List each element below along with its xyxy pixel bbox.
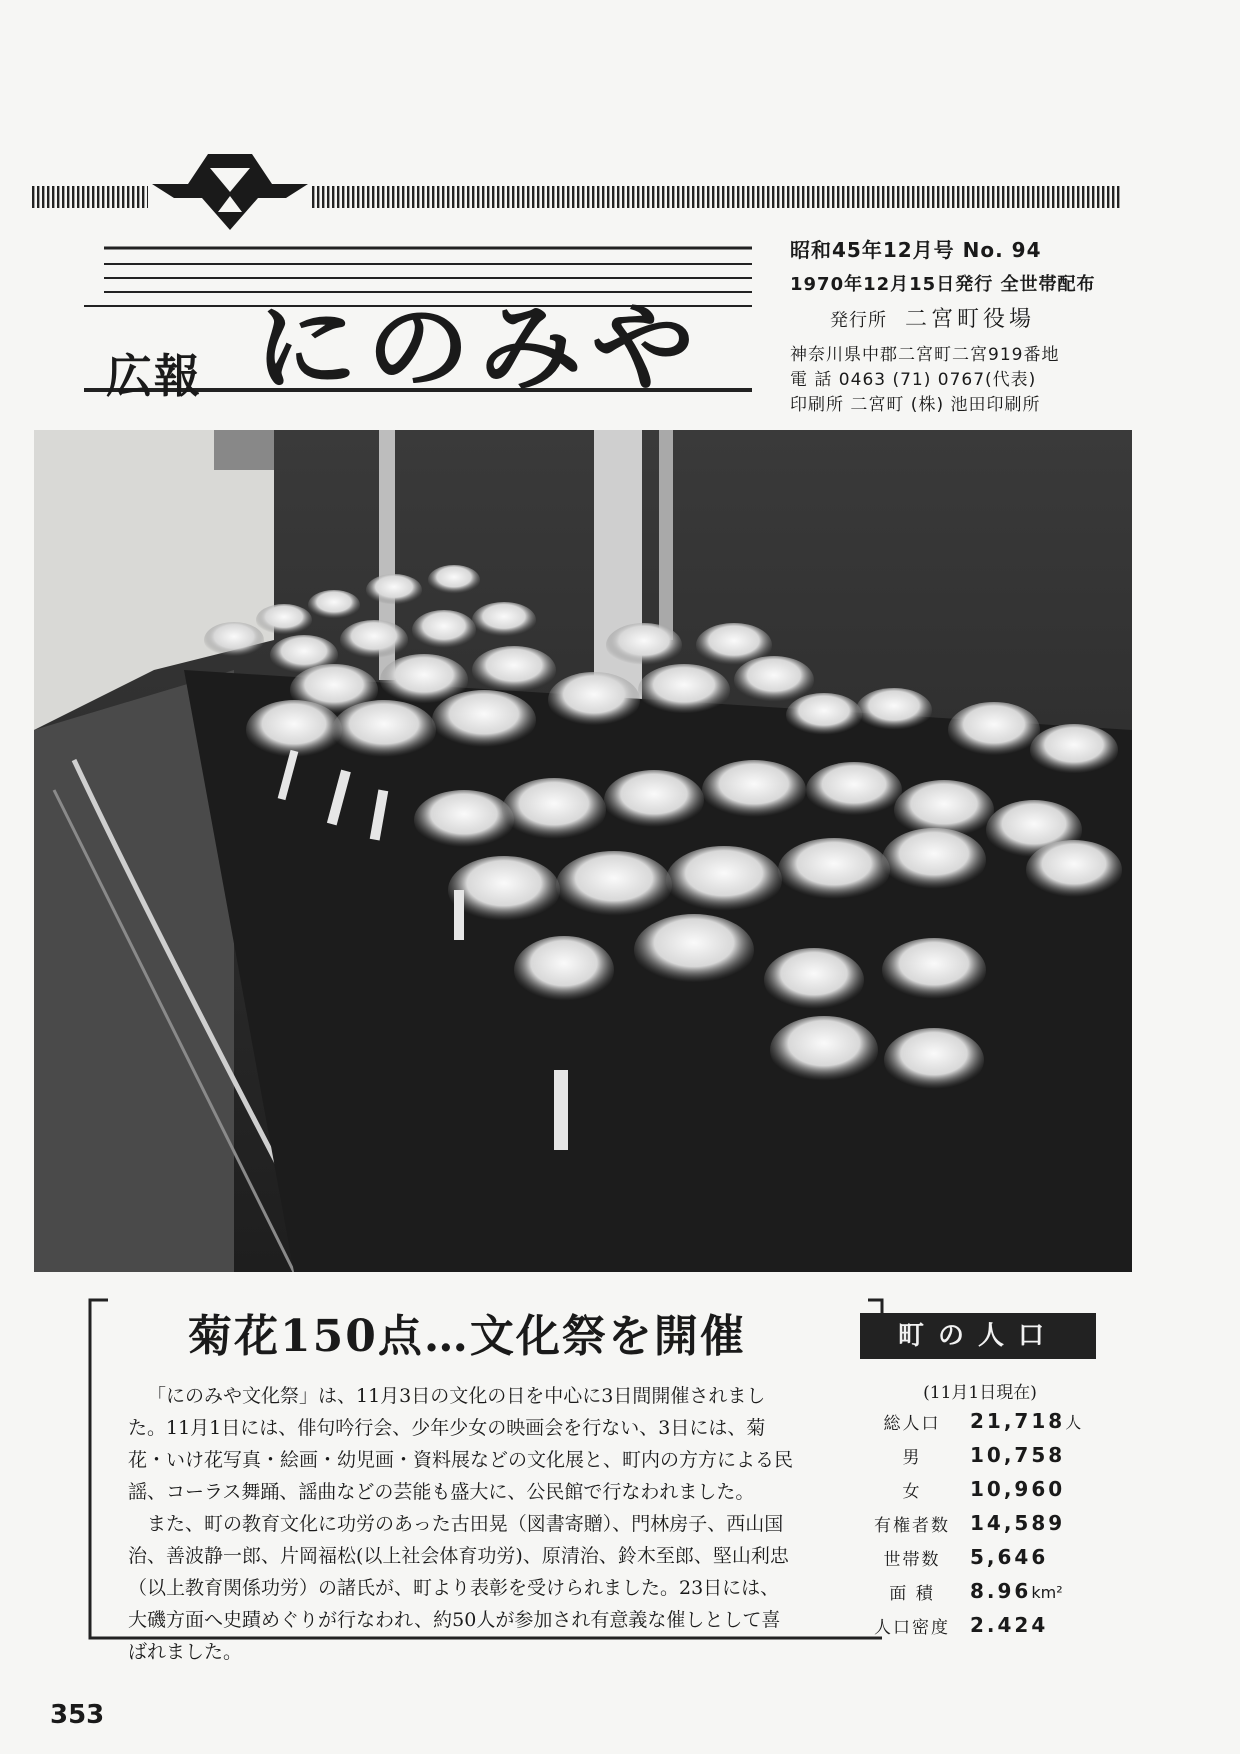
town-emblem-icon — [148, 134, 312, 244]
population-label: 総人口 — [883, 1413, 941, 1434]
population-value: 14,589 — [970, 1511, 1066, 1535]
population-as-of: (11月1日現在) — [923, 1383, 1037, 1403]
article-body — [128, 1380, 798, 1668]
article-paragraph: また、町の教育文化に功労のあった古田晃（図書寄贈）、門林房子、西山国治、善波静一郎、片岡福松(以上社会体育功労)、原清治、鈴木至郎、堅山利忠（以上教育関係功労）の諸氏が、町より表彰を受けられました。23日には、大磯方面へ史蹟めぐりが行なわれ、約50人が参加され有意義な催しとして喜ばれました。 — [128, 1513, 789, 1663]
chrysanthemum-photo — [34, 430, 1132, 1272]
population-row — [862, 1506, 1120, 1540]
population-value: 2.424 — [970, 1613, 1049, 1637]
address: 神奈川県中郡二宮町二宮919番地 — [790, 345, 1060, 365]
population-label: 人口密度 — [874, 1617, 950, 1638]
population-row — [862, 1608, 1120, 1642]
population-value: 5,646 — [970, 1545, 1049, 1569]
population-label: 女 — [902, 1481, 922, 1502]
article-title: 菊花150点…文化祭を開催 — [188, 1311, 746, 1362]
population-row — [862, 1574, 1120, 1608]
page-number: 353 — [50, 1700, 105, 1730]
publisher-name: 二宮町役場 — [905, 307, 1036, 332]
population-table — [862, 1404, 1120, 1642]
population-header: 町の人口 — [860, 1313, 1096, 1359]
population-row — [862, 1438, 1120, 1472]
population-value: 21,718人 — [970, 1409, 1082, 1433]
masthead-prefix: 広報 — [106, 349, 202, 403]
publisher-label: 発行所 — [830, 310, 887, 331]
population-value: 8.96km² — [970, 1579, 1063, 1603]
issue-number: 昭和45年12月号 No. 94 — [790, 238, 1042, 262]
population-row — [862, 1404, 1120, 1438]
issue-info — [790, 234, 1140, 415]
printer: 印刷所 二宮町 (株) 池田印刷所 — [790, 395, 1041, 415]
population-row — [862, 1540, 1120, 1574]
masthead-title: にのみや — [254, 291, 704, 404]
phone: 電 話 0463 (71) 0767(代表) — [790, 370, 1037, 390]
population-label: 世帯数 — [883, 1549, 941, 1570]
population-label: 男 — [902, 1447, 922, 1468]
publisher — [790, 302, 1140, 340]
population-row — [862, 1472, 1120, 1506]
masthead — [84, 244, 752, 404]
population-value: 10,960 — [970, 1477, 1066, 1501]
population-label: 有権者数 — [874, 1515, 950, 1536]
population-value: 10,758 — [970, 1443, 1066, 1467]
issue-date: 1970年12月15日発行 全世帯配布 — [790, 274, 1096, 295]
population-label: 面 積 — [889, 1583, 935, 1604]
article-paragraph: 「にのみや文化祭」は、11月3日の文化の日を中心に3日間開催されました。11月1日には、俳句吟行会、少年少女の映画会を行ない、3日には、菊花・いけ花写真・絵画・幼児画・資料展などの文化展と、町内の方方による民謡、コーラス舞踊、謡曲などの芸能も盛大に、公民館で行なわれました。 — [128, 1385, 794, 1503]
